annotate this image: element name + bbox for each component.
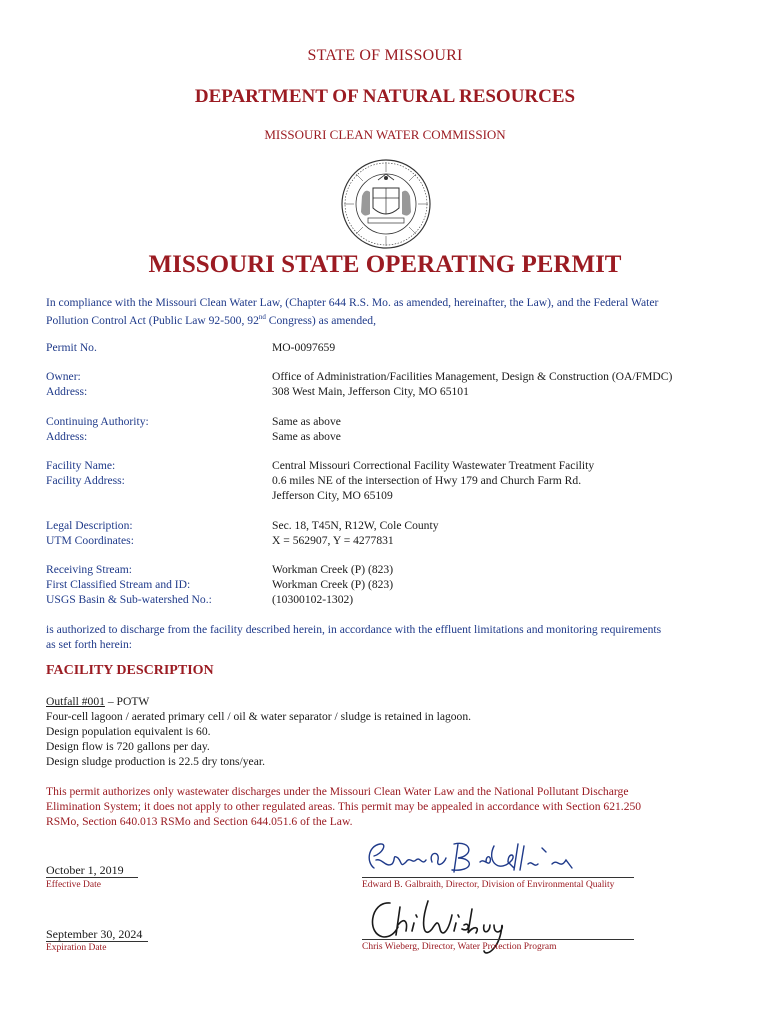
signer-2-name: Chris Wieberg, Director, Water Protection Program [362,942,557,952]
facility-name-value: Central Missouri Correctional Facility Wastewater Treatment Facility [272,459,595,472]
intro-line-2-pre: Pollution Control Act (Public Law 92-500, 92 [46,313,259,327]
outfall-id: Outfall #001 [46,695,105,708]
outfall-line [46,694,736,709]
state-heading: STATE OF MISSOURI [307,47,463,64]
utm-coordinates-label: UTM Coordinates: [46,534,134,547]
owner-address-label: Address: [46,385,88,398]
owner-value: Office of Administration/Facilities Management, Design & Construction (OA/FMDC) [272,370,673,383]
facility-address-line-2: Jefferson City, MO 65109 [272,489,393,502]
effective-date-label: Effective Date [46,880,101,890]
expiration-date: September 30, 2024 [46,927,143,941]
notice-line-1: This permit authorizes only wastewater discharges under the Missouri Clean Water Law and the National Pollutant Discharge [46,785,629,798]
legal-description-label: Legal Description: [46,519,133,532]
signer-1-name: Edward B. Galbraith, Director, Division of Environmental Quality [362,880,615,890]
authorization-paragraph [46,622,736,652]
authorization-line-2: as set forth herein: [46,638,132,651]
state-seal-icon [340,158,432,250]
facility-description-body [46,694,736,769]
owner-label: Owner: [46,370,81,383]
authorization-line-1: is authorized to discharge from the facility described herein, in accordance with the effluent limitations and monitoring requirements [46,623,662,636]
permit-no-value: MO-0097659 [272,341,336,354]
legal-description-value: Sec. 18, T45N, R12W, Cole County [272,519,439,532]
owner-address-value: 308 West Main, Jefferson City, MO 65101 [272,385,469,398]
notice-line-3: RSMo, Section 640.013 RSMo and Section 644.051.6 of the Law. [46,815,353,828]
facility-desc-line-1: Four-cell lagoon / aerated primary cell / oil & water separator / sludge is retained in lagoon. [46,710,472,723]
facility-description-heading: FACILITY DESCRIPTION [46,663,214,678]
facility-desc-line-4: Design sludge production is 22.5 dry tons/year. [46,755,265,768]
continuing-authority-label: Continuing Authority: [46,415,149,428]
department-heading: DEPARTMENT OF NATURAL RESOURCES [194,86,576,107]
facility-name-label: Facility Name: [46,459,116,472]
intro-paragraph [46,295,736,328]
usgs-basin-label: USGS Basin & Sub-watershed No.: [46,593,212,606]
first-classified-stream-label: First Classified Stream and ID: [46,578,191,591]
expiration-date-underline [46,941,148,942]
first-classified-stream-value: Workman Creek (P) (823) [272,578,394,591]
utm-coordinates-value: X = 562907, Y = 4277831 [272,534,394,547]
notice-line-2: Elimination System; it does not apply to other regulated areas. This permit may be appealed in accordance with Section 621.250 [46,800,642,813]
facility-address-label: Facility Address: [46,474,125,487]
facility-address-line-1: 0.6 miles NE of the intersection of Hwy 179 and Church Farm Rd. [272,474,582,487]
continuing-authority-value: Same as above [272,415,341,428]
continuing-address-label: Address: [46,430,88,443]
continuing-address-value: Same as above [272,430,341,443]
signature-line-1 [362,877,634,878]
galbraith-signature-icon [362,838,582,880]
permit-title: MISSOURI STATE OPERATING PERMIT [148,251,622,278]
effective-date: October 1, 2019 [46,863,124,877]
outfall-type: – POTW [104,695,150,708]
intro-line-2-post: Congress) as amended, [265,313,376,327]
intro-line-2 [46,310,736,328]
receiving-stream-value: Workman Creek (P) (823) [272,563,394,576]
intro-superscript: nd [258,313,266,321]
expiration-date-label: Expiration Date [46,943,107,953]
facility-desc-line-3: Design flow is 720 gallons per day. [46,740,210,753]
permit-notice [46,784,736,829]
signature-line-2 [362,939,634,940]
usgs-basin-value: (10300102-1302) [272,593,354,606]
intro-line-1: In compliance with the Missouri Clean Water Law, (Chapter 644 R.S. Mo. as amended, hereinafter, the Law), and the Federal Water [46,296,659,309]
wieberg-signature-icon [362,895,542,965]
receiving-stream-label: Receiving Stream: [46,563,132,576]
facility-desc-line-2: Design population equivalent is 60. [46,725,211,738]
commission-heading: MISSOURI CLEAN WATER COMMISSION [264,127,506,142]
permit-no-label: Permit No. [46,341,97,354]
effective-date-underline [46,877,138,878]
